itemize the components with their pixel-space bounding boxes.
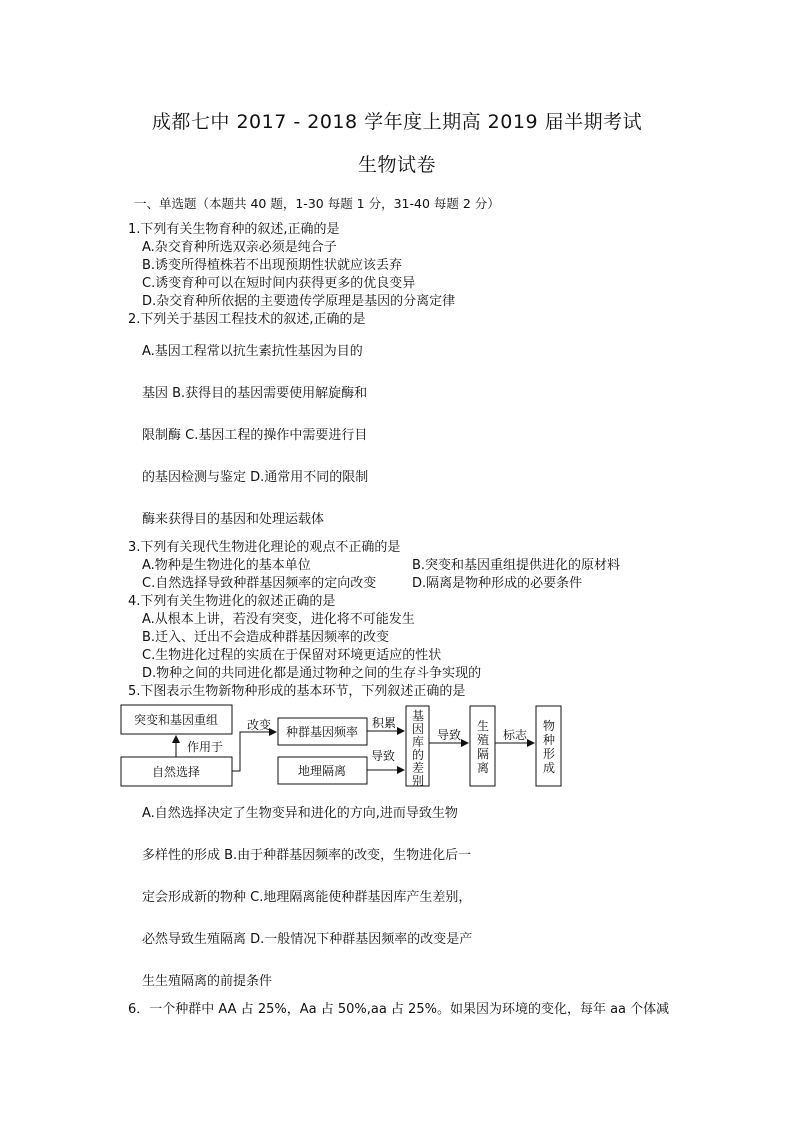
- label-acts-on: 作用于: [186, 740, 224, 754]
- exam-subtitle: 生物试卷: [357, 154, 436, 176]
- q3-option-d: D.隔离是物种形成的必要条件: [412, 576, 583, 591]
- q5-line: A.自然选择决定了生物变异和进化的方向,进而导致生物: [142, 806, 458, 821]
- label-reproductive-isolation: 生殖隔离: [476, 719, 490, 775]
- arrow-change: [232, 732, 276, 771]
- q2-line: 的基因检测与鉴定 D.通常用不同的限制: [142, 470, 369, 485]
- q6-stem: 6．一个种群中 AA 占 25%，Aa 占 50%,aa 占 25%。如果因为环境的变化，每年 aa 个体减: [128, 1002, 670, 1017]
- q5-line: 生生殖隔离的前提条件: [142, 974, 273, 989]
- q3-stem: 3.下列有关现代生物进化理论的观点不正确的是: [128, 540, 401, 555]
- label-change: 改变: [246, 718, 272, 732]
- q4-option-d: D.物种之间的共同进化都是通过物种之间的生存斗争实现的: [142, 666, 482, 681]
- q5-line: 必然导致生殖隔离 D.一般情况下种群基因频率的改变是产: [142, 932, 473, 947]
- label-lead-1: 导致: [370, 749, 396, 763]
- q5-stem: 5.下图表示生物新物种形成的基本环节，下列叙述正确的是: [128, 684, 466, 699]
- q1-option-c: C.诱变育种可以在短时间内获得更多的优良变异: [142, 276, 416, 291]
- label-natural-selection: 自然选择: [151, 765, 201, 779]
- label-mutation-recombination: 突变和基因重组: [133, 713, 219, 727]
- label-lead-2: 导致: [436, 728, 462, 742]
- label-mark: 标志: [502, 728, 528, 742]
- q3-option-a: A.物种是生物进化的基本单位: [142, 558, 311, 573]
- q3-option-c: C.自然选择导致种群基因频率的定向改变: [142, 576, 377, 591]
- q1-option-a: A.杂交育种所选双亲必须是纯合子: [142, 240, 337, 255]
- q1-option-b: B.诱变所得植株若不出现预期性状就应该丢弃: [142, 258, 403, 273]
- label-gene-pool-difference: 基因库的差别: [411, 709, 425, 788]
- q3-option-b: B.突变和基因重组提供进化的原材料: [412, 558, 621, 573]
- label-accumulate: 积累: [371, 716, 397, 730]
- section-heading: 一、单选题（本题共 40 题，1-30 每题 1 分，31-40 每题 2 分）: [134, 196, 500, 211]
- q2-line: A.基因工程常以抗生素抗性基因为目的: [142, 344, 363, 359]
- q5-line: 定会形成新的物种 C.地理隔离能使种群基因库产生差别，: [142, 890, 472, 905]
- q4-option-b: B.迁入、迁出不会造成种群基因频率的改变: [142, 630, 390, 645]
- q2-stem: 2.下列关于基因工程技术的叙述,正确的是: [128, 312, 366, 327]
- q2-line: 基因 B.获得目的基因需要使用解旋酶和: [142, 386, 368, 401]
- q4-stem: 4.下列有关生物进化的叙述正确的是: [128, 594, 336, 609]
- label-population-gene-frequency: 种群基因频率: [285, 725, 359, 739]
- q1-option-d: D.杂交育种所依据的主要遗传学原理是基因的分离定律: [142, 294, 456, 309]
- exam-title: 成都七中 2017 - 2018 学年度上期高 2019 届半期考试: [151, 111, 643, 133]
- q2-line: 酶来获得目的基因和处理运载体: [142, 512, 325, 527]
- label-geographic-isolation: 地理隔离: [297, 764, 347, 778]
- q1-stem: 1.下列有关生物育种的叙述,正确的是: [128, 222, 340, 237]
- label-speciation: 物种形成: [542, 719, 556, 775]
- q4-option-c: C.生物进化过程的实质在于保留对环境更适应的性状: [142, 648, 442, 663]
- q2-line: 限制酶 C.基因工程的操作中需要进行目: [142, 428, 368, 443]
- q4-option-a: A.从根本上讲，若没有突变，进化将不可能发生: [142, 612, 415, 627]
- q5-line: 多样性的形成 B.由于种群基因频率的改变，生物进化后一: [142, 848, 472, 863]
